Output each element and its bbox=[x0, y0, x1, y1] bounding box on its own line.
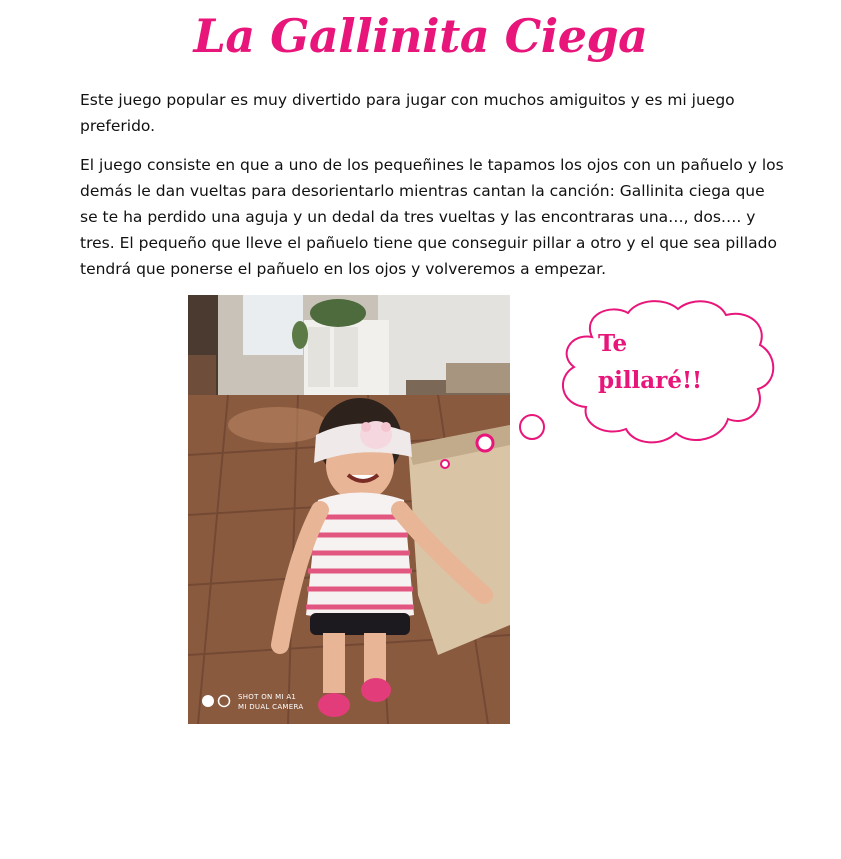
rules-paragraph: El juego consiste en que a uno de los pequeñines le tapamos los ojos con un pañuelo y los demás le dan vueltas para desorientarlo mientras cantan la canción: Gallinita ciega que se te ha perdido una aguja y un dedal da tres vueltas y las encontraras una…, dos…. y tres. El pequeño que lleve el pañuelo tiene que conseguir pillar a otro y el que sea pillado tendrá que ponerse el pañuelo en los ojos y volveremos a empezar. bbox=[80, 156, 784, 278]
bubble-line-1: Te bbox=[598, 330, 628, 357]
page-title: La Gallinita Ciega bbox=[193, 9, 648, 63]
thought-bubble-dots bbox=[430, 405, 560, 475]
watermark-line-1: SHOT ON MI A1 bbox=[238, 693, 297, 701]
camera-logo-icon bbox=[201, 694, 233, 708]
photo-watermark bbox=[238, 692, 303, 712]
photo-illustration bbox=[188, 295, 510, 724]
intro-paragraph: Este juego popular es muy divertido para jugar con muchos amiguitos y es mi juego preferido. bbox=[80, 91, 735, 135]
watermark-line-2: MI DUAL CAMERA bbox=[238, 703, 304, 711]
thought-bubble-text bbox=[598, 325, 702, 399]
child-blindfold-photo bbox=[188, 295, 510, 724]
bubble-line-2: pillaré!! bbox=[598, 367, 703, 394]
